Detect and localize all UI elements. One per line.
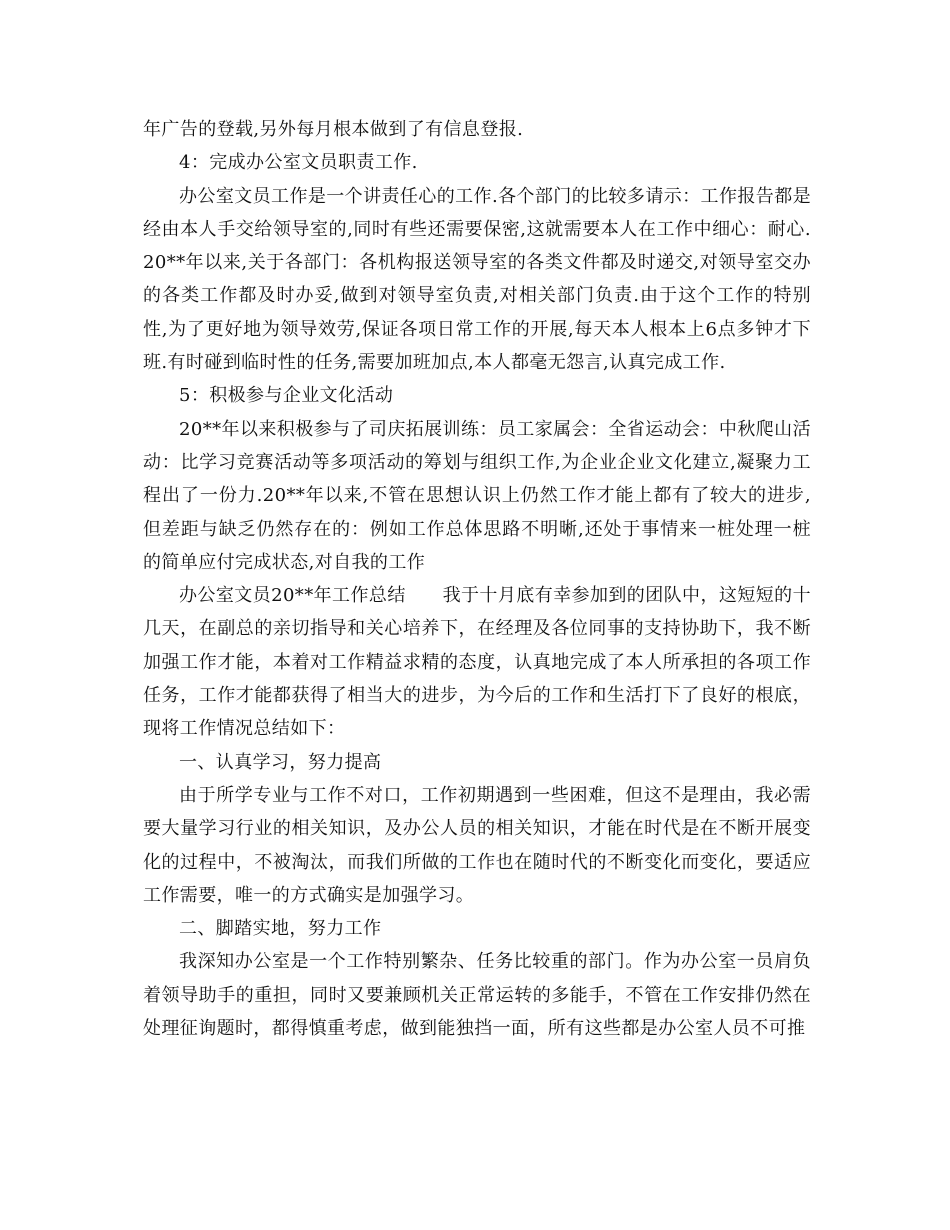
- paragraph-work: 我深知办公室是一个工作特别繁杂、任务比较重的部门。作为办公室一员肩负着领导助手的重担，同时又要兼顾机关正常运转的多能手，不管在工作安排仍然在处理征询题时，都得慎重考虑，做到能独挡一面，所有这些都是办公室人员不可推: [143, 951, 811, 1040]
- heading-work: 二、脚踏实地，努力工作: [179, 918, 382, 940]
- paragraph-ad-registration: 年广告的登载,另外每月根本做到了有信息登报.: [143, 119, 524, 140]
- paragraph-culture-activities: 20**年以来积极参与了司庆拓展训练：员工家属会：全省运动会：中秋爬山活动：比学习竞赛活动等多项活动的筹划与组织工作,为企业企业文化建立,凝聚力工程出了一份力.20**年以来,不管在思想认识上仍然工作才能上都有了较大的进步,但差距与缺乏仍然存在的：例如工作总体思路不明晰,还处于事情来一桩处理一桩的简单应付完成状态,对自我的工作: [143, 418, 811, 573]
- paragraph-clerk-duties: 办公室文员工作是一个讲责任心的工作.各个部门的比较多请示：工作报告都是经由本人手交给领导室的,同时有些还需要保密,这就需要本人在工作中细心：耐心.20**年以来,关于各部门：各机构报送领导室的各类文件都及时递交,对领导室交办的各类工作都及时办妥,做到对领导室负责,对相关部门负责.由于这个工作的特别性,为了更好地为领导效劳,保证各项日常工作的开展,每天本人根本上6点多钟才下班.有时碰到临时性的任务,需要加班加点,本人都毫无怨言,认真完成工作.: [143, 185, 811, 374]
- heading-study: 一、认真学习，努力提高: [179, 751, 382, 773]
- heading-clerk-duties: 4：完成办公室文员职责工作.: [179, 152, 418, 174]
- paragraph-year-summary-intro: 办公室文员20**年工作总结 我于十月底有幸参加到的团队中，这短短的十几天，在副总的亲切指导和关心培养下，在经理及各位同事的支持协助下，我不断加强工作才能，本着对工作精益求精的态度，认真地完成了本人所承担的各项工作任务，工作才能都获得了相当大的进步，为今后的工作和生活打下了良好的根底，现将工作情况总结如下：: [143, 585, 811, 740]
- document-body: [143, 113, 811, 1045]
- heading-culture-activities: 5：积极参与企业文化活动: [179, 385, 394, 407]
- paragraph-study: 由于所学专业与工作不对口，工作初期遇到一些困难，但这不是理由，我必需要大量学习行业的相关知识，及办公人员的相关知识，才能在时代是在不断开展变化的过程中，不被淘汰，而我们所做的工作也在随时代的不断变化而变化，要适应工作需要，唯一的方式确实是加强学习。: [143, 784, 811, 906]
